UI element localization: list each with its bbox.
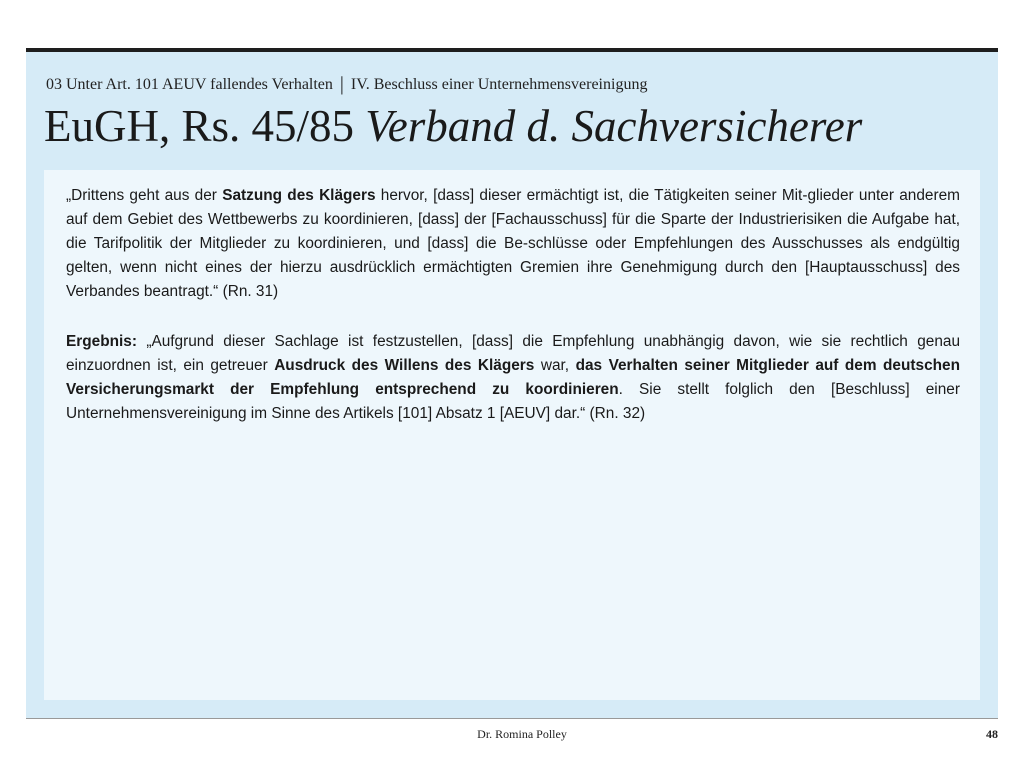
footer-divider	[26, 718, 998, 719]
slide	[26, 48, 998, 718]
breadcrumb	[46, 72, 647, 95]
page-number: 48	[986, 727, 998, 741]
quote2-text-3: . Sie stellt folglich den [Beschluss] einer Unternehmensvereinigung im Sinne des Artikels [101] Absatz 1 [AEUV] dar.“ (Rn. 32)	[66, 381, 960, 422]
quote2-text-2: war,	[534, 357, 576, 374]
breadcrumb-separator: |	[339, 73, 344, 95]
quote1-text-2: hervor, [dass] dieser ermächtigt ist, die Tätigkeiten seiner Mit-glieder unter anderem auf dem Gebiet des Wettbewerbs zu koordinieren, [dass] der [Fachausschuss] für die Sparte der Industrierisiken die Aufgabe hat, die Tarifpolitik der Mitglieder zu koordinieren, und [dass] die Be-schlüsse oder Empfehlungen des Ausschusses als endgültig gelten, wenn nicht eines der hierzu ausdrücklich ermächtigten Gremien ihre Genehmigung durch den [Hauptausschuss] des Verbandes beantragt.“ (Rn. 31)	[66, 187, 960, 300]
quote2-bold-1: Ausdruck des Willens des Klägers	[274, 357, 535, 374]
quote1-bold-1: Satzung des Klägers	[222, 187, 376, 204]
quote-paragraph-2	[66, 330, 960, 426]
title-case-name: Verband d. Sachversicherer	[365, 101, 863, 151]
quote-paragraph-1	[66, 184, 960, 304]
slide-title	[44, 102, 862, 152]
quote2-text-1: „Aufgrund dieser Sachlage ist festzustellen, [dass] die Empfehlung unabhängig davon, wie sie rechtlich genau einzuordnen ist, ein getreuer	[66, 333, 960, 374]
title-case-reference: EuGH, Rs. 45/85	[44, 101, 366, 151]
result-label: Ergebnis:	[66, 333, 137, 350]
quote1-text-1: „Drittens geht aus der	[66, 187, 223, 204]
breadcrumb-subsection: IV. Beschluss einer Unternehmensvereinigung	[350, 76, 648, 93]
footer-author: Dr. Romina Polley	[477, 727, 567, 741]
content-box	[44, 170, 980, 700]
breadcrumb-section: 03 Unter Art. 101 AEUV fallendes Verhalten	[46, 76, 333, 93]
quote2-bold-2: das Verhalten seiner Mitglieder auf dem deutschen Versicherungsmarkt der Empfehlung entsprechend zu koordinieren	[66, 357, 960, 398]
